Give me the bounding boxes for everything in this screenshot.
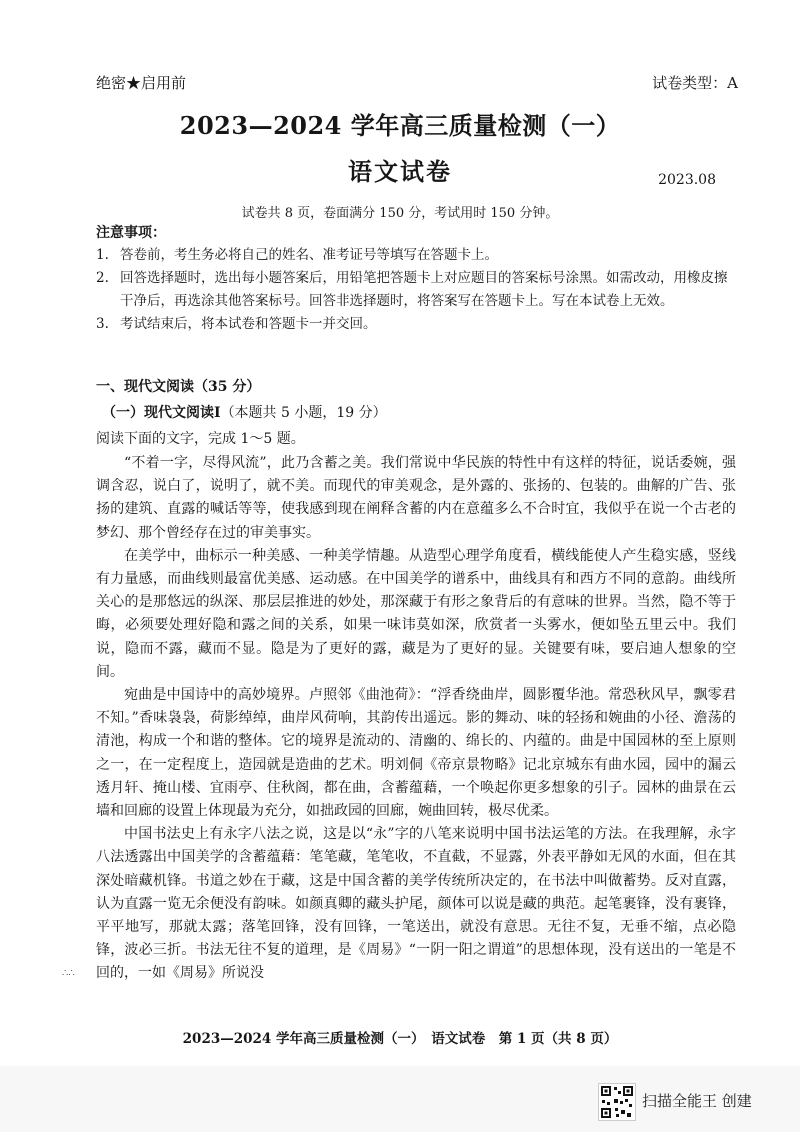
stray-marks: ∴∴ xyxy=(62,968,75,979)
notice-text: 考试结束后，将本试卷和答题卡一并交回。 xyxy=(120,316,377,332)
reading-instruction: 阅读下面的文字，完成 1～5 题。 xyxy=(96,431,305,447)
passage-paragraph: 在美学中，曲标示一种美感、一种美学情趣。从造型心理学角度看，横线能使人产生稳实感，竖线有力量感，而曲线则最富优美感、运动感。在中国美学的谱系中，曲线具有和西方不同的意韵。曲线所关心的是那悠远的纵深、那层层推进的妙处，那深藏于有形之象背后的有意味的世界。当然，隐不等于晦，必须要处理好隐和露之间的关系，如果一味讳莫如深，欣赏者一头雾水，便如坠五里云中。我们说，隐而不露，藏而不显。隐是为了更好的露，藏是为了更好的显。关键要有味，要启迪人想象的空间。 xyxy=(96,547,736,680)
notice-text: 回答选择题时，选出每小题答案后，用铅笔把答题卡上对应题目的答案标号涂黑。如需改动，用橡皮擦干净后，再选涂其他答案标号。回答非选择题时，将答案写在答题卡上。写在本试卷上无效。 xyxy=(120,270,728,309)
notice-number: 3. xyxy=(96,316,109,332)
exam-title: 2023—2024 学年高三质量检测（一） xyxy=(179,111,621,140)
notice-item xyxy=(96,244,736,267)
subject-title: 语文试卷 xyxy=(348,157,452,186)
passage-paragraph: 宛曲是中国诗中的高妙境界。卢照邻《曲池荷》：“浮香绕曲岸，圆影覆华池。常恐秋风早，飘零君不知。”香味袅袅，荷影绰绰，曲岸风荷响，其韵传出遥远。影的舞动、味的轻扬和婉曲的小径、澹荡的清池，构成一个和谐的整体。它的境界是流动的、清幽的、绵长的、内蕴的。曲是中国园林的至上原则之一，在一定程度上，造园就是造曲的艺术。明刘侗《帝京景物略》记北京城东有曲水园，园中的漏云透月轩、掩山楼、宜雨亭、住秋阁，都在曲，含蓄蕴藉，一个唤起你更多想象的引子。园林的曲景在云墙和回廊的设置上体现最为充分，如拙政园的回廊，婉曲回转，极尽优柔。 xyxy=(96,687,736,820)
notice-list xyxy=(96,244,736,336)
exam-date: 2023.08 xyxy=(658,172,716,188)
confidential-label: 绝密★启用前 xyxy=(96,74,187,92)
notice-number: 2. xyxy=(96,270,109,286)
paper-type-label: 试卷类型：A xyxy=(652,74,738,92)
notice-heading: 注意事项： xyxy=(96,225,166,241)
notice-number: 1. xyxy=(96,247,109,263)
notice-text: 答卷前，考生务必将自己的姓名、准考证号等填写在答题卡上。 xyxy=(120,247,498,263)
subsection-detail: （本题共 5 小题，19 分） xyxy=(220,405,387,421)
notice-item xyxy=(96,313,736,336)
subsection-heading xyxy=(102,402,387,422)
exam-meta: 试卷共 8 页，卷面满分 150 分，考试用时 150 分钟。 xyxy=(241,206,559,221)
page-footer: 2023—2024 学年高三质量检测（一） 语文试卷 第 1 页（共 8 页） xyxy=(182,1031,618,1047)
passage-paragraph: 中国书法史上有永字八法之说，这是以“永”字的八笔来说明中国书法运笔的方法。在我理解，永字八法透露出中国美学的含蓄蕴藉：笔笔藏，笔笔收，不直截，不显露，外表平静如无风的水面，但在其深处暗藏机锋。书道之妙在于藏，这是中国含蓄的美学传统所决定的，在书法中叫做蓄势。反对直露，认为直露一览无余便没有韵味。如颜真卿的藏头护尾，颜体可以说是藏的典范。起笔裹锋，没有裹锋，平平地写，那就太露；落笔回锋，没有回锋，一笔送出，就没有意思。无往不复，无垂不缩，点必隐锋，波必三折。书法无往不复的道理，是《周易》“一阴一阳之谓道”的思想体现，没有送出的一笔是不回的，一如《周易》所说没 xyxy=(96,826,736,982)
qr-code-icon xyxy=(598,1083,636,1121)
subsection-title: （一）现代文阅读I xyxy=(102,405,221,421)
notice-item xyxy=(96,267,736,313)
scanner-brand: 扫描全能王 创建 xyxy=(642,1092,752,1110)
passage-paragraph: “不着一字，尽得风流”，此乃含蓄之美。我们常说中华民族的特性中有这样的特征，说话委婉，强调含忍，说白了，说明了，就不美。而现代的审美观念，是外露的、张扬的、包装的。曲解的广告、张扬的建筑、直露的喊话等等，使我感到现在阐释含蓄的内在意蕴多么不合时宜，我似乎在说一个古老的梦幻、那个曾经存在过的审美事实。 xyxy=(96,455,736,541)
section-heading: 一、现代文阅读（35 分） xyxy=(96,379,261,395)
reading-passage xyxy=(96,452,736,986)
